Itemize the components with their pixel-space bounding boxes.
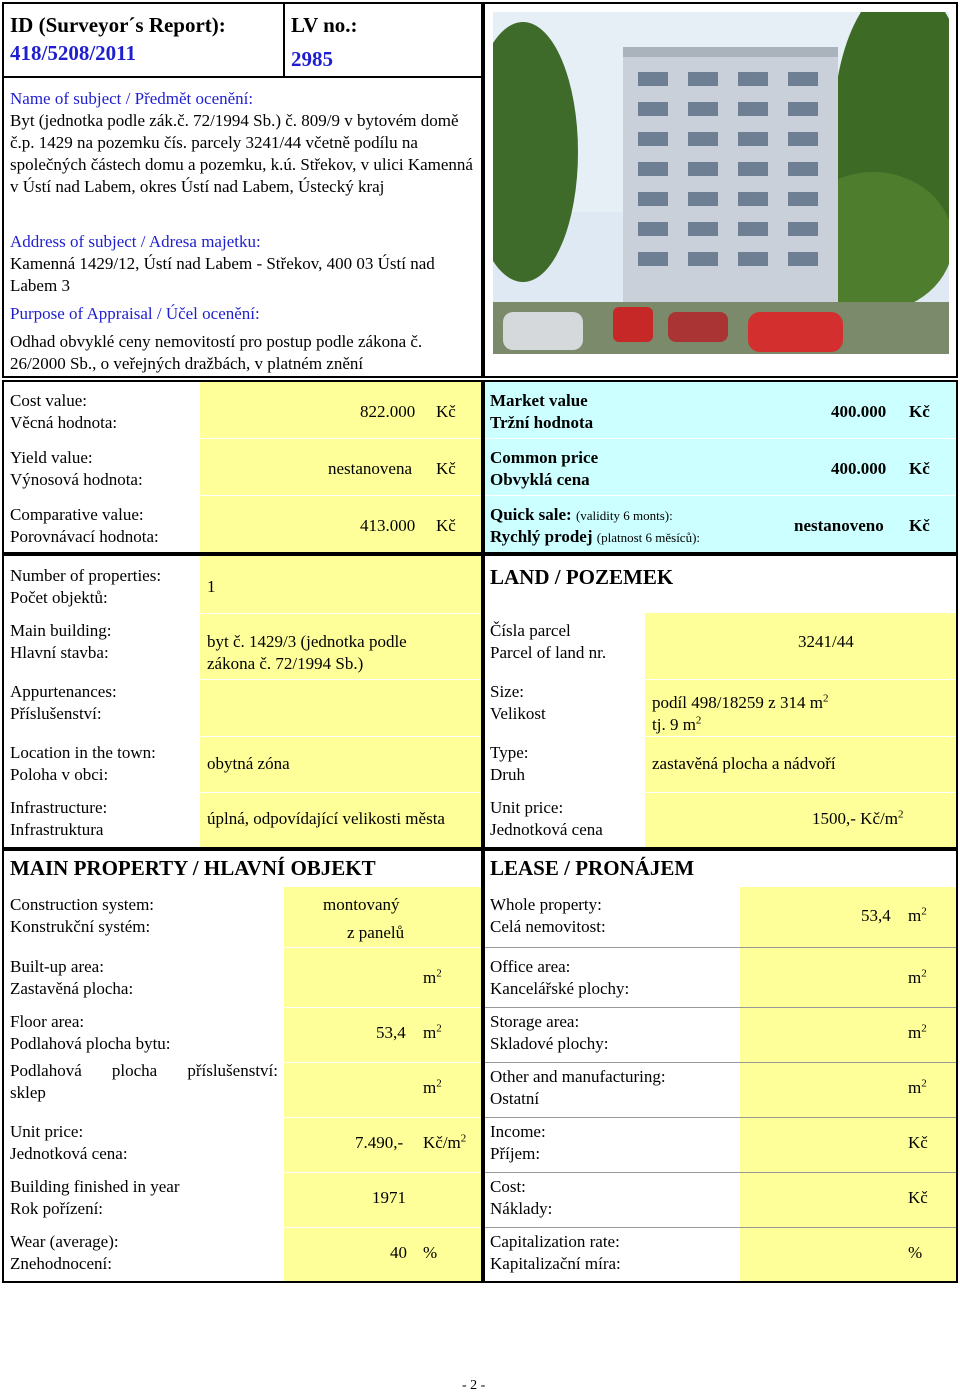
subject-address-text: Kamenná 1429/12, Ústí nad Labem - Střekov, 400 03 Ústí nad Labem 3: [10, 254, 435, 295]
id-label: ID (Surveyor´s Report):: [10, 13, 226, 37]
comp-cz: Porovnávací hodnota:: [10, 527, 159, 546]
market-currency: Kč: [909, 402, 930, 421]
size-value-1: podíl 498/18259 z 314 m: [652, 693, 823, 712]
lease-box: [483, 849, 958, 1283]
other-en: Other and manufacturing:: [490, 1067, 666, 1086]
market-value: 400.000: [831, 402, 887, 421]
property-fill: [200, 556, 481, 847]
common-value: 400.000: [831, 459, 887, 478]
main-en: Main building:: [10, 621, 112, 640]
unit-value: 7.490,-: [355, 1133, 404, 1152]
cost-currency: Kč: [436, 402, 456, 421]
loc-value: obytná zóna: [207, 754, 290, 773]
acc-unit: m: [423, 1078, 437, 1097]
type-cz: Druh: [490, 765, 525, 784]
land-box: [483, 554, 958, 849]
id-box: [2, 2, 285, 78]
comp-value: 413.000: [360, 516, 416, 535]
lv-label: LV no.:: [291, 13, 358, 37]
income-unit: Kč: [908, 1133, 928, 1152]
uprice-en: Unit price:: [490, 798, 564, 817]
office-unit: m: [908, 968, 922, 987]
common-en: Common price: [490, 448, 599, 467]
superscript: 2: [921, 1022, 927, 1035]
other-unit: m: [908, 1078, 922, 1097]
id-value: 418/5208/2011: [10, 41, 137, 65]
cons-en: Construction system:: [10, 895, 155, 914]
wear-cz: Znehodnocení:: [10, 1254, 112, 1273]
quick-currency: Kč: [909, 516, 930, 535]
main-cz: Hlavní stavba:: [10, 643, 109, 662]
lease-cost-en: Cost:: [490, 1177, 526, 1196]
subject-name-text: Byt (jednotka podle zák.č. 72/1994 Sb.) č. 809/9 v bytovém domě č.p. 1429 na pozemku čís. parcely 3241/44 včetně podílu na společných částech domu a pozemku, k.ú. Střekov, v ulici Kamenná v Ústí nad Labem, okres Ústí nad Labem, Ústecký kraj: [10, 111, 473, 196]
whole-en: Whole property:: [490, 895, 602, 914]
cost-value: 822.000: [360, 402, 416, 421]
built-en: Built-up area:: [10, 957, 104, 976]
cap-en: Capitalization rate:: [490, 1232, 620, 1251]
office-en: Office area:: [490, 957, 571, 976]
main-property-title: MAIN PROPERTY / HLAVNÍ OBJEKT: [10, 856, 376, 880]
parcel-en: Parcel of land nr.: [490, 643, 607, 662]
app-cz: Příslušenství:: [10, 704, 102, 723]
unit-en: Unit price:: [10, 1122, 84, 1141]
cons-value-1: montovaný: [323, 895, 400, 914]
income-en: Income:: [490, 1122, 546, 1141]
storage-cz: Skladové plochy:: [490, 1034, 609, 1053]
subject-box: [2, 76, 483, 378]
values-left-box: [2, 380, 483, 554]
wear-en: Wear (average):: [10, 1232, 119, 1251]
subject-purpose-text: Odhad obvyklé ceny nemovitostí pro postup podle zákona č. 26/2000 Sb., o veřejných dražbách, v platném znění: [10, 332, 423, 373]
office-cz: Kancelářské plochy:: [490, 979, 630, 998]
common-cz: Obvyklá cena: [490, 470, 590, 489]
uprice-value: 1500,- Kč/m: [812, 809, 898, 828]
income-cz: Příjem:: [490, 1144, 541, 1163]
building-photo: [493, 12, 949, 354]
type-en: Type:: [490, 743, 529, 762]
lease-cost-unit: Kč: [908, 1188, 928, 1207]
infra-cz: Infrastruktura: [10, 820, 104, 839]
quick-cz-note: (platnost 6 měsíců):: [596, 530, 701, 545]
quick-en-note: (validity 6 monts):: [575, 508, 673, 523]
storage-unit: m: [908, 1023, 922, 1042]
lease-title: LEASE / PRONÁJEM: [490, 856, 695, 880]
floor-cz: Podlahová plocha bytu:: [10, 1034, 171, 1053]
quick-cz: Rychlý prodej: [490, 527, 593, 546]
superscript: 2: [436, 1022, 442, 1035]
superscript: 2: [460, 1132, 467, 1145]
size-value-2: tj. 9 m: [652, 715, 696, 734]
wear-value: 40: [390, 1243, 407, 1262]
common-currency: Kč: [909, 459, 930, 478]
superscript: 2: [695, 714, 702, 727]
main-value: byt č. 1429/3 (jednotka podle zákona č. 72/1994 Sb.): [207, 632, 407, 673]
whole-unit: m: [908, 906, 922, 925]
year-en: Building finished in year: [10, 1177, 180, 1196]
size-en: Size:: [490, 682, 524, 701]
uprice-cz: Jednotková cena: [490, 820, 603, 839]
superscript: 2: [921, 905, 927, 918]
land-title: LAND / POZEMEK: [490, 565, 674, 589]
infra-en: Infrastructure:: [10, 798, 108, 817]
yield-cz: Výnosová hodnota:: [10, 470, 143, 489]
market-en: Market value: [490, 391, 588, 410]
yield-en: Yield value:: [10, 448, 93, 467]
comp-en: Comparative value:: [10, 505, 144, 524]
count-en: Number of properties:: [10, 566, 162, 585]
storage-en: Storage area:: [490, 1012, 580, 1031]
other-cz: Ostatní: [490, 1089, 540, 1108]
acc-cz: sklep: [10, 1083, 46, 1102]
cost-cz: Věcná hodnota:: [10, 413, 118, 432]
infra-value: úplná, odpovídající velikosti města: [207, 809, 445, 828]
cons-cz: Konstrukční systém:: [10, 917, 151, 936]
superscript: 2: [822, 692, 829, 705]
cost-en: Cost value:: [10, 391, 87, 410]
superscript: 2: [436, 1077, 442, 1090]
yield-currency: Kč: [436, 459, 456, 478]
superscript: 2: [921, 1077, 927, 1090]
parcel-cz: Čísla parcel: [490, 621, 571, 640]
values-right-box: [483, 380, 958, 554]
type-value: zastavěná plocha a nádvoří: [652, 754, 836, 773]
subject-name-label: Name of subject / Předmět ocenění:: [10, 89, 254, 108]
built-cz: Zastavěná plocha:: [10, 979, 134, 998]
loc-en: Location in the town:: [10, 743, 156, 762]
cap-cz: Kapitalizační míra:: [490, 1254, 621, 1273]
floor-unit: m: [423, 1023, 437, 1042]
superscript: 2: [897, 808, 904, 821]
size-cz: Velikost: [490, 704, 546, 723]
superscript: 2: [436, 967, 442, 980]
count-value: 1: [207, 577, 216, 596]
cap-unit: %: [908, 1243, 923, 1262]
unit-cz: Jednotková cena:: [10, 1144, 128, 1163]
wear-unit: %: [423, 1243, 438, 1262]
floor-value: 53,4: [376, 1023, 406, 1042]
floor-en: Floor area:: [10, 1012, 85, 1031]
year-cz: Rok pořízení:: [10, 1199, 104, 1218]
loc-cz: Poloha v obci:: [10, 765, 109, 784]
subject-purpose-label: Purpose of Appraisal / Účel ocenění:: [10, 304, 260, 323]
count-cz: Počet objektů:: [10, 588, 108, 607]
year-value: 1971: [372, 1188, 406, 1207]
superscript: 2: [921, 967, 927, 980]
lv-box: [283, 2, 483, 78]
whole-value: 53,4: [861, 906, 891, 925]
quick-en: Quick sale:: [490, 505, 572, 524]
acc-en: Podlahová plocha příslušenství:: [10, 1061, 278, 1080]
photo-box: [483, 2, 958, 378]
unit-unit: Kč/m: [423, 1133, 461, 1152]
page-number: - 2 -: [462, 1378, 486, 1393]
market-cz: Tržní hodnota: [490, 413, 594, 432]
parcel-value: 3241/44: [798, 632, 854, 651]
whole-cz: Celá nemovitost:: [490, 917, 606, 936]
built-unit: m: [423, 968, 437, 987]
lease-cost-cz: Náklady:: [490, 1199, 553, 1218]
main-property-box: [2, 849, 483, 1283]
property-box: [2, 554, 483, 849]
comp-currency: Kč: [436, 516, 456, 535]
yield-value: nestanovena: [328, 459, 413, 478]
subject-address-label: Address of subject / Adresa majetku:: [10, 232, 261, 251]
cons-value-2: z panelů: [347, 923, 405, 942]
app-en: Appurtenances:: [10, 682, 117, 701]
quick-value: nestanoveno: [794, 516, 884, 535]
lv-value: 2985: [291, 47, 333, 71]
